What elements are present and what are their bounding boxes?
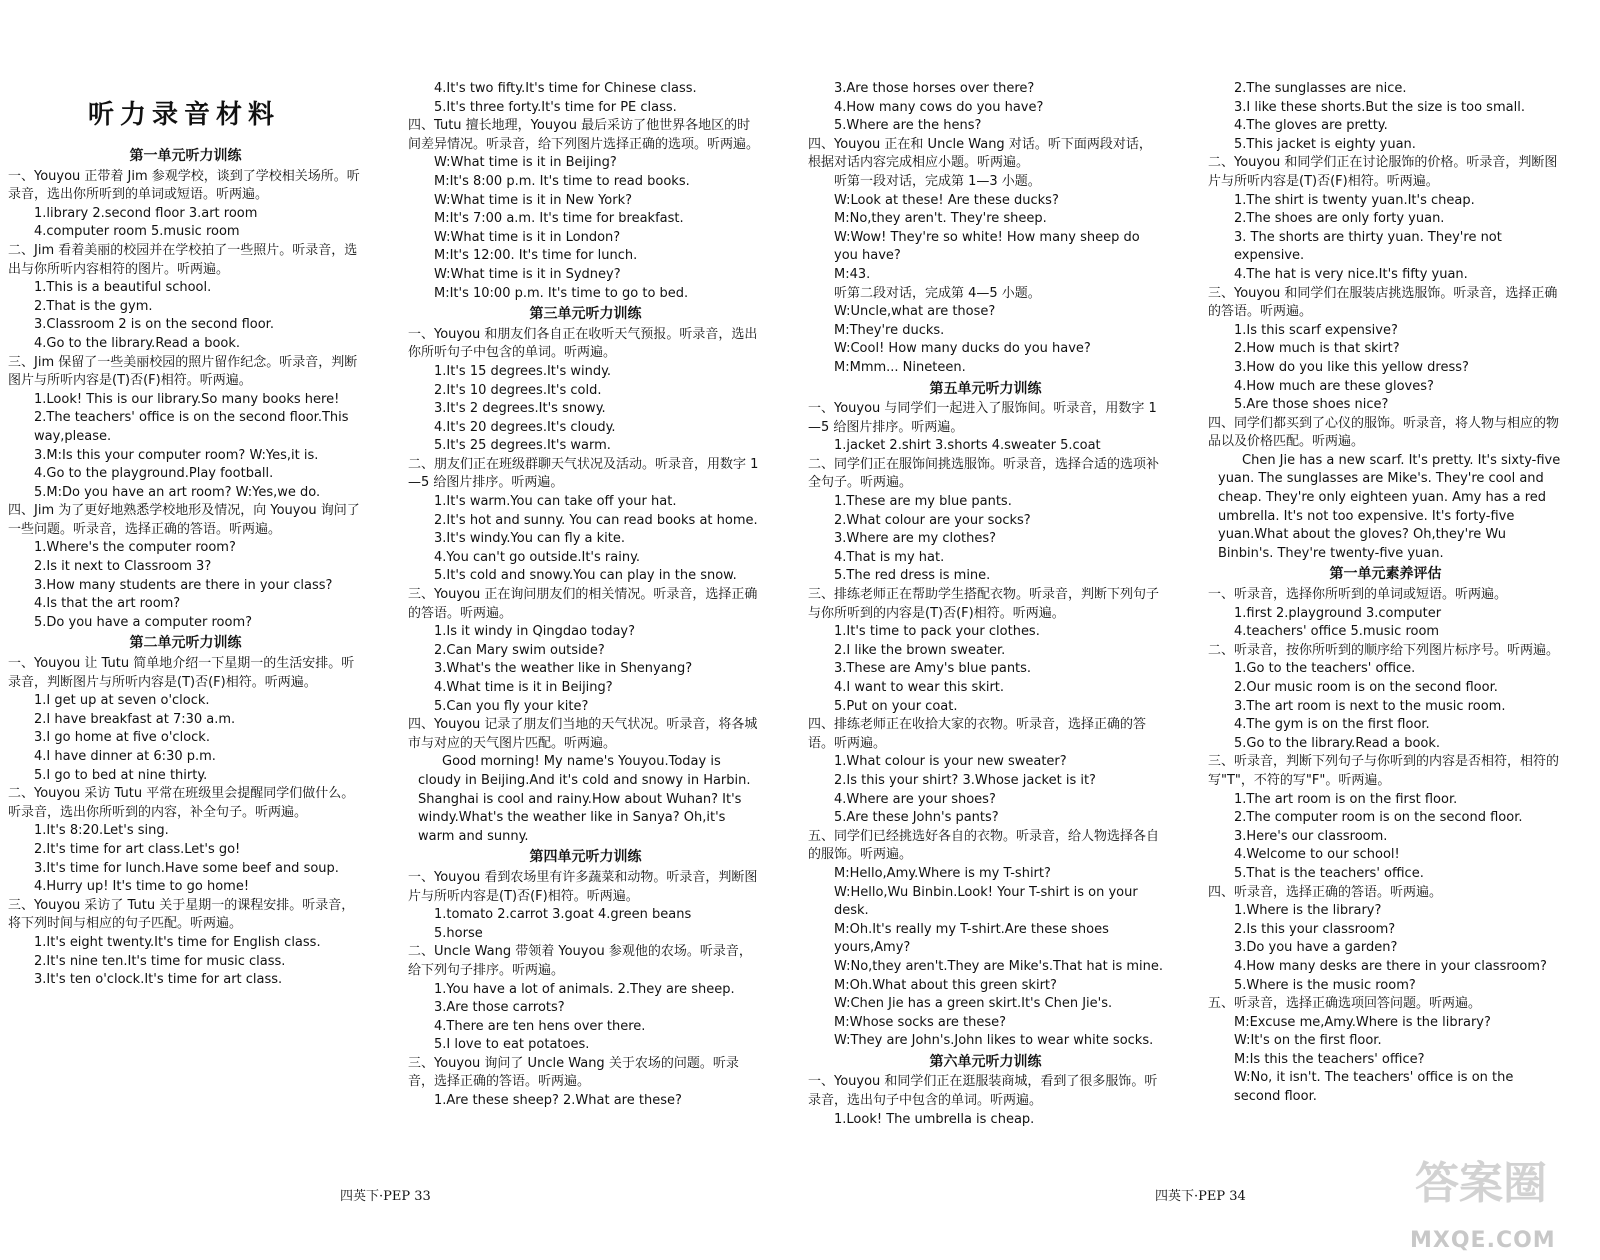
section-note: 听第二段对话，完成第 4—5 小题。 [834, 285, 1041, 301]
answer-line: 3.Classroom 2 is on the second floor. [34, 317, 274, 333]
answer-line: 4.It's two fifty.It's time for Chinese class. [434, 81, 697, 96]
question-instruction: 四、Youyou 记录了朋友们当地的天气状况。听录音，将各城市与对应的天气图片匹配。听两遍。 [408, 717, 758, 751]
evaluation-1-title: 第一单元素养评估 [1329, 566, 1442, 583]
answer-line: 2.That is the gym. [34, 298, 153, 314]
answer-line: 2.Our music room is on the second floor. [1234, 680, 1498, 695]
column-1 [8, 95, 363, 990]
unit-4-title: 第四单元听力训练 [529, 849, 642, 866]
answer-line: 4.Is that the art room? [34, 596, 181, 612]
question-instruction: 一、Youyou 和朋友们各自正在收听天气预报。听录音，选出你所听句子中包含的单词。听两遍。 [408, 326, 758, 361]
answer-line: 5.Go to the library.Read a book. [1234, 735, 1441, 751]
answer-line: 3.Where are my clothes? [834, 531, 997, 547]
answer-line: 4.How many desks are there in your classroom? [1234, 958, 1547, 974]
answer-line: 1.Where is the library? [1234, 903, 1382, 919]
question-instruction: 一、Youyou 看到农场里有许多蔬菜和动物。听录音，判断图片与所听内容是(T)否(F)相符。听两遍。 [408, 869, 758, 904]
question-instruction: 四、听录音，选择正确的答语。听两遍。 [1208, 884, 1443, 900]
page-title: 听力录音材料 [88, 100, 281, 130]
answer-line: 3.How many students are there in your class? [34, 577, 333, 593]
answer-line: 4.Welcome to our school! [1234, 847, 1400, 863]
answer-line: 2.I have breakfast at 7:30 a.m. [34, 711, 236, 727]
answer-line: 5.Where are the hens? [834, 118, 982, 134]
dialogue-line: W:What time is it in Sydney? [434, 266, 621, 282]
answer-line: 1.I get up at seven o'clock. [34, 693, 210, 709]
answer-line: 4.You can't go outside.It's rainy. [434, 549, 641, 565]
answer-line: 1.Are these sheep? 2.What are these? [434, 1093, 682, 1109]
answer-line: 3.I go home at five o'clock. [34, 730, 210, 746]
answer-line: 3.The art room is next to the music room. [1234, 698, 1506, 714]
question-instruction: 一、Youyou 与同学们一起进入了服饰间。听录音，用数字 1—5 给图片排序。听两遍。 [808, 401, 1157, 435]
answer-line: 3.It's ten o'clock.It's time for art class. [34, 972, 283, 988]
dialogue-line: W:Chen Jie has a green skirt.It's Chen Jie's. [834, 996, 1113, 1012]
unit-6-title: 第六单元听力训练 [929, 1053, 1042, 1070]
question-instruction: 一、Youyou 正带着 Jim 参观学校，谈到了学校相关场所。听录音，选出你所听到的单词或短语。听两遍。 [8, 168, 360, 203]
dialogue-line: M:43. [834, 266, 871, 282]
question-instruction: 二、Uncle Wang 带领着 Youyou 参观他的农场。听录音，给下列句子排序。听两遍。 [408, 944, 752, 978]
answer-line: 4.teachers' office 5.music room [1234, 624, 1440, 640]
answer-line: 5.That is the teachers' office. [1234, 865, 1424, 881]
answer-line: 1.The art room is on the first floor. [1234, 791, 1458, 807]
answer-line: 5.M:Do you have an art room? W:Yes,we do. [34, 484, 321, 500]
dialogue-line: W:What time is it in Beijing? [434, 155, 617, 171]
answer-line: 1.Go to the teachers' office. [1234, 661, 1416, 677]
page-footer-right: 四英下·PEP 34 [1155, 1189, 1246, 1204]
dialogue-line: M:It's 12:00. It's time for lunch. [434, 248, 638, 264]
answer-line: 5.Do you have a computer room? [34, 614, 253, 630]
dialogue-line: M:Oh.It's really my T-shirt.Are these shoes yours,Amy? [834, 921, 1109, 956]
section-note: 听第一段对话，完成第 1—3 小题。 [834, 173, 1041, 189]
answer-line: 3.It's time for lunch.Have some beef and soup. [34, 860, 339, 876]
answer-line: 4.How much are these gloves? [1234, 378, 1434, 394]
answer-line: 4.There are ten hens over there. [434, 1018, 646, 1034]
answer-line: 5.Put on your coat. [834, 698, 958, 714]
answer-line: 5.horse [434, 925, 483, 941]
dialogue-line: M:Whose socks are these? [834, 1014, 1007, 1030]
dialogue-line: W:No, it isn't. The teachers' office is on the second floor. [1234, 1070, 1514, 1105]
watermark-url: MXQE.COM [1410, 1228, 1556, 1253]
answer-line: 1.It's 8:20.Let's sing. [34, 823, 169, 839]
answer-line: 1.What colour is your new sweater? [834, 754, 1067, 770]
dialogue-line: W:Uncle,what are those? [834, 304, 996, 320]
dialogue-line: W:Look at these! Are these ducks? [834, 192, 1059, 208]
dialogue-line: M:Oh.What about this green skirt? [834, 977, 1057, 993]
dialogue-line: W:Cool! How many ducks do you have? [834, 341, 1091, 357]
answer-line: 3.Do you have a garden? [1234, 940, 1398, 956]
answer-line: 1.Where's the computer room? [34, 540, 236, 556]
answer-line: 1.It's 15 degrees.It's windy. [434, 363, 612, 379]
dialogue-line: W:They are John's.John likes to wear white socks. [834, 1033, 1154, 1049]
question-instruction: 四、Jim 为了更好地熟悉学校地形及情况，向 Youyou 询问了一些问题。听录音，选择正确的答语。听两遍。 [8, 503, 360, 537]
question-instruction: 三、Jim 保留了一些美丽校园的照片留作纪念。听录音，判断图片与所听内容是(T)否(F)相符。听两遍。 [8, 354, 358, 389]
answer-line: 1.It's eight twenty.It's time for English class. [34, 934, 321, 950]
answer-line: 2.The sunglasses are nice. [1234, 81, 1407, 96]
dialogue-line: W:What time is it in London? [434, 229, 621, 245]
answer-line: 5.It's 25 degrees.It's warm. [434, 438, 611, 454]
answer-line: 4.Hurry up! It's time to go home! [34, 879, 250, 895]
answer-line: 1.Look! This is our library.So many books here! [34, 391, 340, 407]
answer-line: 2.How much is that skirt? [1234, 341, 1400, 357]
answer-line: 5.I love to eat potatoes. [434, 1037, 590, 1053]
unit-1-title: 第一单元听力训练 [129, 148, 242, 164]
answer-line: 3.It's windy.You can fly a kite. [434, 531, 626, 547]
answer-line: 2.The shoes are only forty yuan. [1234, 211, 1445, 227]
question-instruction: 一、Youyou 让 Tutu 简单地介绍一下星期一的生活安排。听录音，判断图片与所听内容是(T)否(F)相符。听两遍。 [8, 656, 355, 690]
dialogue-line: W:Hello,Wu Binbin.Look! Your T-shirt is on your desk. [834, 884, 1138, 919]
answer-line: 3.It's 2 degrees.It's snowy. [434, 401, 606, 417]
answer-line: 2.It's 10 degrees.It's cold. [434, 382, 602, 398]
question-instruction: 三、Youyou 和同学们在服装店挑选服饰。听录音，选择正确的答语。听两遍。 [1208, 285, 1558, 320]
question-instruction: 四、排练老师正在收拾大家的衣物。听录音，选择正确的答语。听两遍。 [808, 717, 1147, 751]
answer-line: 2.It's hot and sunny. You can read books at home. [434, 512, 758, 528]
answer-line: 3.Here's our classroom. [1234, 828, 1388, 844]
answer-line: 5.Where is the music room? [1234, 977, 1416, 993]
answer-line: 5.Are these John's pants? [834, 810, 999, 826]
answer-line: 1.Is this scarf expensive? [1234, 322, 1398, 338]
answer-line: 4.What time is it in Beijing? [434, 680, 613, 695]
answer-line: 1.Look! The umbrella is cheap. [834, 1111, 1035, 1127]
dialogue-line: M:Excuse me,Amy.Where is the library? [1234, 1014, 1491, 1030]
answer-line: 1.library 2.second floor 3.art room [34, 205, 258, 221]
question-instruction: 一、听录音，选择你所听到的单词或短语。听两遍。 [1208, 587, 1508, 603]
question-instruction: 二、Jim 看着美丽的校园并在学校拍了一些照片。听录音，选出与你所听内容相符的图片。听两遍。 [8, 242, 358, 277]
answer-line: 4.Where are your shoes? [834, 791, 996, 807]
answer-line: 3.I like these shorts.But the size is too small. [1234, 99, 1525, 115]
dialogue-line: W:Wow! They're so white! How many sheep do you have? [834, 229, 1140, 264]
answer-line: 4.I want to wear this skirt. [834, 680, 1005, 695]
dialogue-line: W:It's on the first floor. [1234, 1033, 1382, 1049]
answer-line: 4.That is my hat. [834, 549, 945, 565]
question-instruction: 四、同学们都买到了心仪的服饰。听录音，将人物与相应的物品以及价格匹配。听两遍。 [1208, 415, 1560, 450]
question-instruction: 五、听录音，选择正确选项回答问题。听两遍。 [1208, 996, 1482, 1012]
answer-line: 3.M:Is this your computer room? W:Yes,it is. [34, 447, 319, 463]
question-instruction: 一、Youyou 和同学们正在逛服装商城，看到了很多服饰。听录音，选出句子中包含的单词。听两遍。 [808, 1074, 1158, 1109]
answer-line: 2.Is this your classroom? [1234, 921, 1396, 937]
answer-line: 4.computer room 5.music room [34, 224, 240, 240]
answer-line: 1.This is a beautiful school. [34, 280, 212, 296]
answer-line: 1.It's warm.You can take off your hat. [434, 494, 677, 510]
answer-line: 5.It's three forty.It's time for PE class. [434, 99, 677, 115]
answer-line: 1.tomato 2.carrot 3.goat 4.green beans [434, 907, 692, 923]
answer-line: 2.I like the brown sweater. [834, 642, 1006, 658]
question-instruction: 五、同学们已经挑选好各自的衣物。听录音，给人物选择各自的服饰。听两遍。 [808, 828, 1160, 863]
question-instruction: 三、Youyou 采访了 Tutu 关于星期一的课程安排。听录音，将下列时间与相应的句子匹配。听两遍。 [8, 897, 355, 932]
watermark-logo: 答案圈 [1415, 1158, 1547, 1209]
answer-line: 3.How do you like this yellow dress? [1234, 359, 1469, 375]
column-4 [1208, 80, 1563, 1107]
answer-line: 5.I go to bed at nine thirty. [34, 767, 208, 783]
answer-line: 3.Are those horses over there? [834, 81, 1035, 96]
dialogue-line: M:Hello,Amy.Where is my T-shirt? [834, 865, 1051, 881]
listening-passage: Good morning! My name's Youyou.Today is cloudy in Beijing.And it's cold and snowy in Harbin. Shanghai is cool and rainy.How about Wuhan? It's windy.What's the weather like in Sanya? Oh,it's warm and sunny. [418, 754, 751, 844]
answer-line: 1.You have a lot of animals. 2.They are sheep. [434, 981, 735, 997]
question-instruction: 二、同学们正在服饰间挑选服饰。听录音，选择合适的选项补全句子。听两遍。 [808, 456, 1160, 491]
dialogue-line: M:They're ducks. [834, 322, 945, 338]
answer-line: 5.Can you fly your kite? [434, 698, 589, 714]
answer-line: 2.Is this your shirt? 3.Whose jacket is it? [834, 772, 1096, 788]
answer-line: 4.I have dinner at 6:30 p.m. [34, 749, 216, 764]
dialogue-line: W:What time is it in New York? [434, 192, 633, 208]
answer-line: 1.first 2.playground 3.computer [1234, 605, 1442, 621]
answer-line: 2.It's time for art class.Let's go! [34, 841, 241, 857]
dialogue-line: M:It's 10:00 p.m. It's time to go to bed. [434, 285, 689, 301]
question-instruction: 二、朋友们正在班级群聊天气状况及活动。听录音，用数字 1—5 给图片排序。听两遍。 [408, 456, 759, 491]
answer-line: 4.It's 20 degrees.It's cloudy. [434, 419, 616, 435]
answer-line: 2.The teachers' office is on the second floor.This way,please. [34, 410, 349, 444]
dialogue-line: M:No,they aren't. They're sheep. [834, 211, 1047, 227]
question-instruction: 二、Youyou 采访 Tutu 平常在班级里会提醒同学们做什么。听录音，选出你所听到的内容，补全句子。听两遍。 [8, 786, 355, 820]
answer-line: 4.How many cows do you have? [834, 99, 1044, 115]
question-instruction: 四、Tutu 擅长地理，Youyou 最后采访了他世界各地区的时间差异情况。听录音，给下列图片选择正确的选项。听两遍。 [408, 118, 760, 152]
dialogue-line: M:It's 8:00 p.m. It's time to read books. [434, 173, 690, 189]
answer-line: 3.These are Amy's blue pants. [834, 661, 1032, 677]
answer-line: 1.Is it windy in Qingdao today? [434, 624, 636, 640]
unit-2-title: 第二单元听力训练 [129, 635, 242, 652]
answer-line: 5.This jacket is eighty yuan. [1234, 136, 1416, 152]
listening-passage: Chen Jie has a new scarf. It's pretty. It's sixty-five yuan. The sunglasses are Mike's. They're cool and cheap. They're only eighteen yuan. Amy has a red umbrella. It's not too expensive. It's forty-five yuan.What about the gloves? Oh,they're Wu Binbin's. They're twenty-five yuan. [1218, 452, 1561, 561]
unit-3-title: 第三单元听力训练 [529, 306, 642, 323]
answer-line: 5.Are those shoes nice? [1234, 397, 1389, 413]
question-instruction: 三、Youyou 正在询问朋友们的相关情况。听录音，选择正确的答语。听两遍。 [408, 587, 758, 621]
answer-line: 2.Can Mary swim outside? [434, 642, 605, 658]
answer-line: 2.What colour are your socks? [834, 512, 1031, 528]
answer-line: 5.The red dress is mine. [834, 568, 991, 584]
answer-line: 1.These are my blue pants. [834, 494, 1012, 510]
question-instruction: 四、Youyou 正在和 Uncle Wang 对话。听下面两段对话，根据对话内容完成相应小题。听两遍。 [808, 136, 1152, 171]
question-instruction: 三、听录音，判断下列句子与你听到的内容是否相符，相符的写"T"，不符的写"F"。听两遍。 [1208, 754, 1560, 788]
answer-line: 5.It's cold and snowy.You can play in the snow. [434, 568, 737, 584]
question-instruction: 三、排练老师正在帮助学生搭配衣物。听录音，判断下列句子与你所听到的内容是(T)否(F)相符。听两遍。 [808, 587, 1160, 621]
page-footer-left: 四英下·PEP 33 [340, 1189, 431, 1204]
answer-line: 2.The computer room is on the second floor. [1234, 810, 1523, 826]
dialogue-line: M:Is this the teachers' office? [1234, 1051, 1425, 1067]
answer-line: 4.Go to the playground.Play football. [34, 466, 274, 482]
column-2 [408, 80, 763, 1111]
answer-line: 3. The shorts are thirty yuan. They're not expensive. [1234, 229, 1502, 264]
answer-line: 1.The shirt is twenty yuan.It's cheap. [1234, 192, 1475, 208]
dialogue-line: M:It's 7:00 a.m. It's time for breakfast. [434, 211, 684, 227]
answer-line: 1.jacket 2.shirt 3.shorts 4.sweater 5.coat [834, 438, 1101, 454]
question-instruction: 三、Youyou 询问了 Uncle Wang 关于农场的问题。听录音，选择正确的答语。听两遍。 [408, 1055, 739, 1090]
answer-line: 3.What's the weather like in Shenyang? [434, 661, 693, 677]
dialogue-line: M:Mmm... Nineteen. [834, 359, 966, 375]
answer-line: 4.The hat is very nice.It's fifty yuan. [1234, 266, 1468, 282]
answer-line: 4.Go to the library.Read a book. [34, 335, 241, 351]
unit-5-title: 第五单元听力训练 [929, 380, 1042, 397]
answer-line: 2.Is it next to Classroom 3? [34, 559, 212, 575]
question-instruction: 二、Youyou 和同学们正在讨论服饰的价格。听录音，判断图片与所听内容是(T)否(F)相符。听两遍。 [1208, 155, 1558, 189]
answer-line: 1.It's time to pack your clothes. [834, 624, 1040, 640]
answer-line: 3.Are those carrots? [434, 1000, 565, 1016]
answer-line: 2.It's nine ten.It's time for music class. [34, 953, 286, 969]
question-instruction: 二、听录音，按你所听到的顺序给下列图片标序号。听两遍。 [1208, 642, 1560, 658]
column-3 [808, 80, 1163, 1129]
dialogue-line: W:No,they aren't.They are Mike's.That hat is mine. [834, 958, 1164, 974]
answer-line: 4.The gloves are pretty. [1234, 118, 1388, 134]
answer-line: 4.The gym is on the first floor. [1234, 717, 1430, 733]
